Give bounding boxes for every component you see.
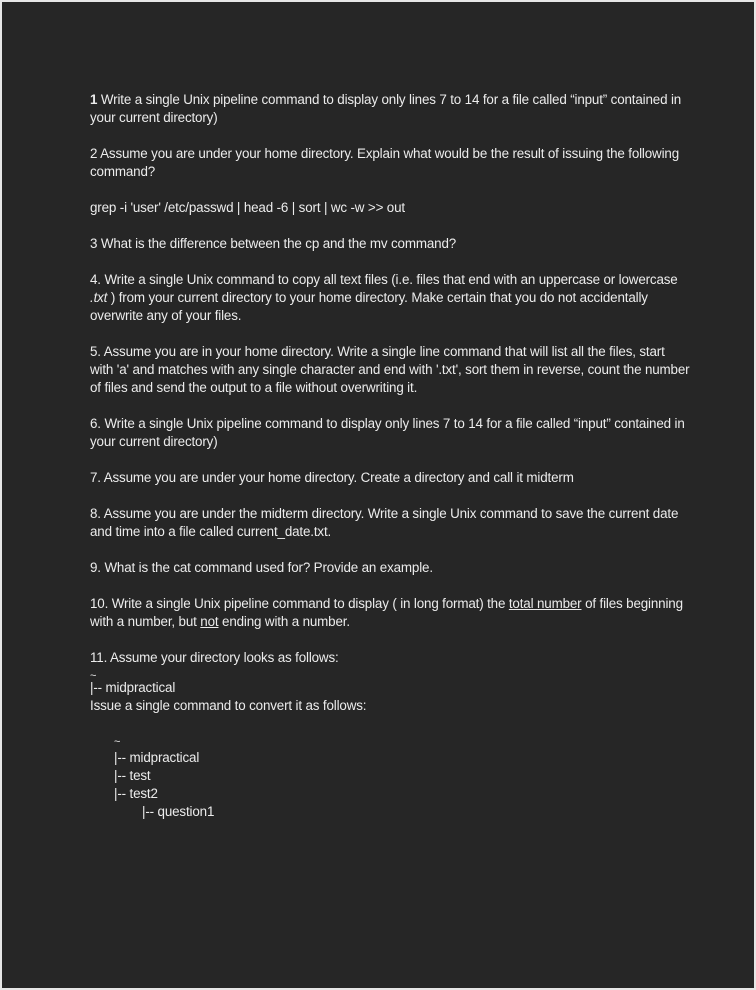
question-4-extension: .txt [90, 290, 108, 305]
question-6 [90, 415, 690, 451]
tree-item-midpractical: |-- midpractical [90, 680, 176, 695]
target-tree-nested-item: |-- question1 [142, 804, 215, 819]
question-11-text: 11. Assume your directory looks as follows: [90, 650, 339, 665]
question-2-command: grep -i 'user' /etc/passwd | head -6 | sort | wc -w >> out [90, 200, 405, 215]
question-6-text: 6. Write a single Unix pipeline command to display only lines 7 to 14 for a file called “input” contained in your current directory) [90, 416, 685, 449]
question-list [90, 91, 690, 821]
question-5-text: 5. Assume you are in your home directory. Write a single line command that will list all the files, start with 'a' and matches with any single character and end with '.txt', sort them in reverse, count the number of files and send the output to a file without overwriting it. [90, 344, 690, 395]
question-7-text: 7. Assume you are under your home directory. Create a directory and call it midterm [90, 470, 574, 485]
question-1-number: 1 [90, 92, 98, 107]
question-10 [90, 595, 690, 631]
question-10-text-before: 10. Write a single Unix pipeline command to display ( in long format) the [90, 596, 509, 611]
question-10-text-after: ending with a number. [218, 614, 350, 629]
target-tree-item: |-- test2 [114, 786, 158, 801]
question-8 [90, 505, 690, 541]
target-tree-root-tilde: ~ [114, 736, 121, 748]
question-8-text: 8. Assume you are under the midterm directory. Write a single Unix command to save the current date and time into a file called current_date.txt. [90, 506, 679, 539]
question-11 [90, 649, 690, 821]
question-9-text: 9. What is the cat command used for? Provide an example. [90, 560, 433, 575]
tree-root-tilde: ~ [90, 670, 97, 682]
target-tree-item: |-- test [114, 768, 151, 783]
question-10-text-middle: of files beginning with a number, but [90, 596, 683, 629]
question-2 [90, 145, 690, 217]
question-4 [90, 271, 690, 325]
question-11-issue-text: Issue a single command to convert it as follows: [90, 698, 367, 713]
question-10-underline-not: not [200, 614, 219, 629]
question-1 [90, 91, 690, 127]
question-4-text-before: 4. Write a single Unix command to copy all text files (i.e. files that end with an uppercase or lowercase [90, 272, 678, 287]
question-9 [90, 559, 690, 577]
target-tree-item: |-- midpractical [114, 750, 200, 765]
question-7 [90, 469, 690, 487]
question-3 [90, 235, 690, 253]
question-4-text-after: ) from your current directory to your home directory. Make certain that you do not accidentally overwrite any of your files. [90, 290, 648, 323]
target-directory-tree [114, 733, 690, 821]
question-2-text: 2 Assume you are under your home directory. Explain what would be the result of issuing the following command? [90, 146, 679, 179]
question-1-text: Write a single Unix pipeline command to display only lines 7 to 14 for a file called “input” contained in your current directory) [90, 92, 682, 125]
question-5 [90, 343, 690, 397]
question-10-underline-total-number: total number [508, 596, 582, 611]
question-3-text: 3 What is the difference between the cp and the mv command? [90, 236, 457, 251]
